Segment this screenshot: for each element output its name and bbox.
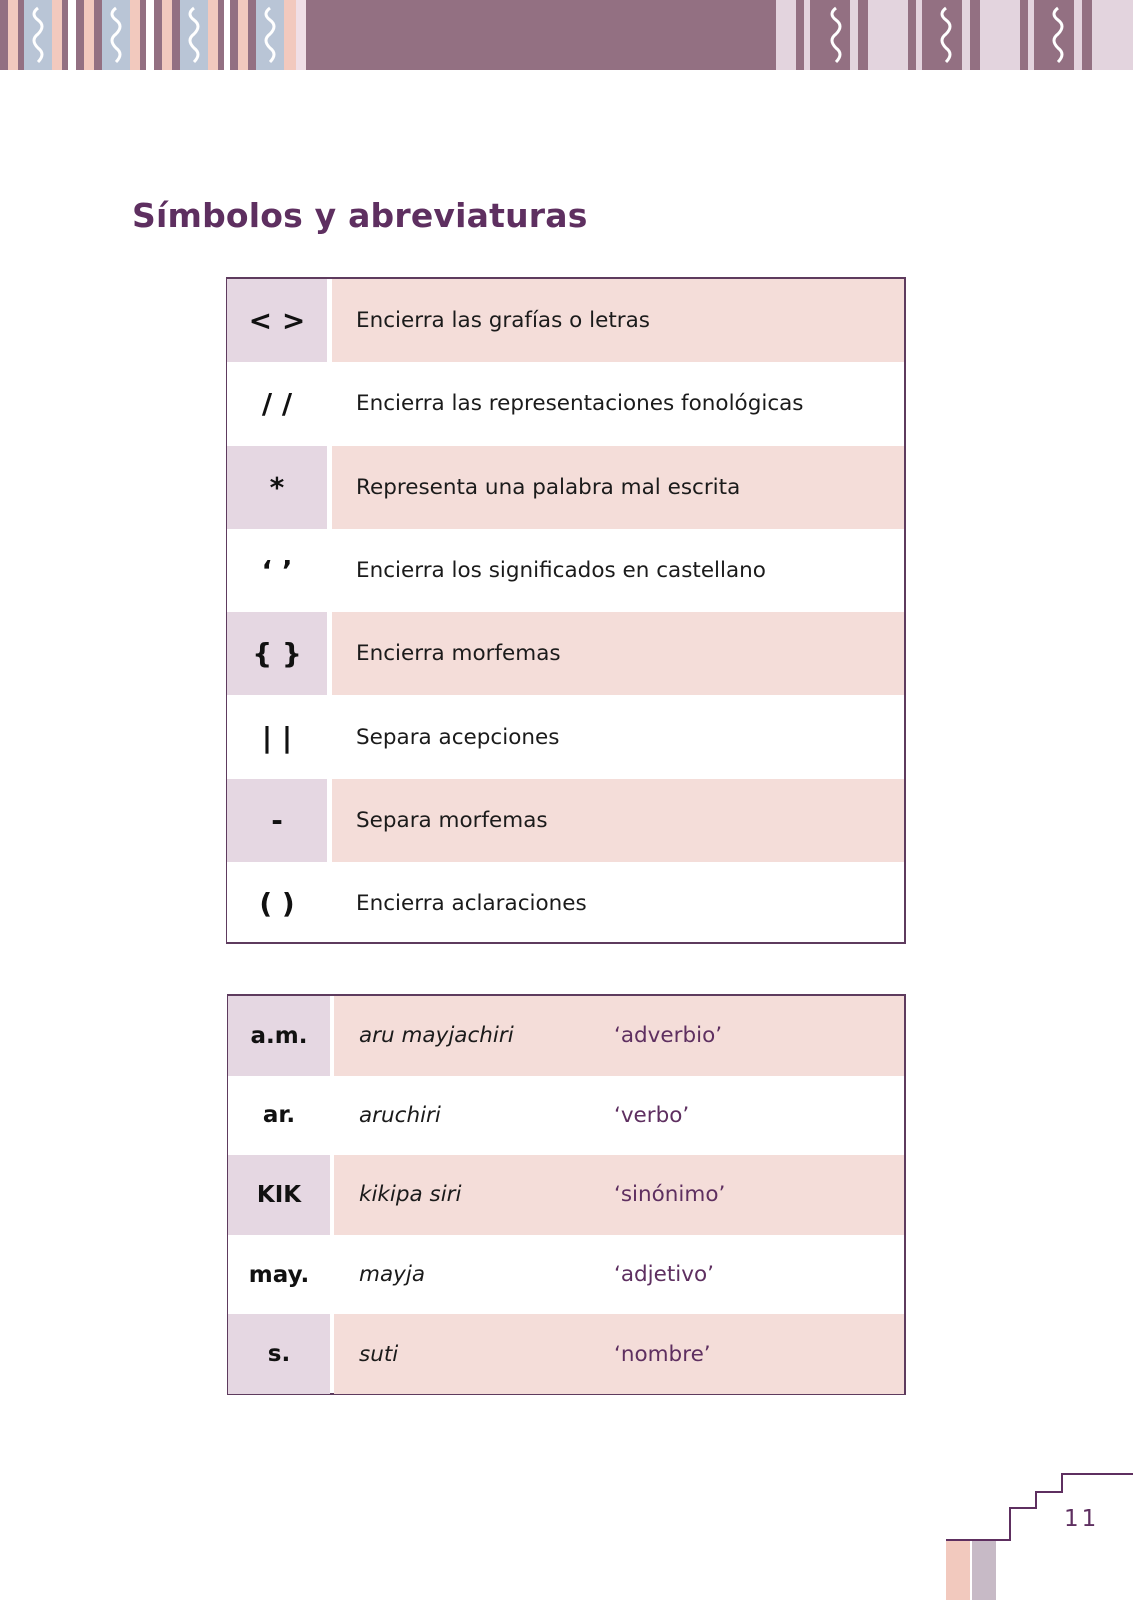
symbol-row — [227, 862, 904, 945]
header-solid-band — [306, 0, 776, 70]
footer-stair-decoration — [940, 1468, 1133, 1600]
page-title: Símbolos y abreviaturas — [132, 196, 588, 235]
symbol-description: Encierra las representaciones fonológicas — [356, 391, 804, 417]
symbol-cell: * — [227, 446, 327, 529]
decorative-header-band — [0, 0, 1133, 70]
abbreviation-row — [228, 1155, 904, 1235]
symbol-description: Encierra morfemas — [332, 612, 904, 695]
abbreviation-row — [228, 1314, 904, 1394]
abbreviation-detail — [334, 1235, 904, 1315]
symbol-description: Separa acepciones — [356, 724, 560, 750]
spanish-meaning: ‘nombre’ — [614, 1341, 711, 1367]
symbol-cell: ‘ ’ — [261, 554, 293, 588]
abbreviation-cell: s. — [228, 1314, 330, 1394]
abbreviation-cell: KIK — [228, 1155, 330, 1235]
symbol-row — [227, 362, 904, 445]
aymara-term: kikipa siri — [359, 1182, 462, 1208]
abbreviation-row — [228, 1076, 904, 1156]
abbreviation-row — [228, 996, 904, 1076]
spanish-meaning: ‘adverbio’ — [614, 1023, 723, 1049]
abbreviation-row — [228, 1235, 904, 1315]
symbol-row — [227, 529, 904, 612]
symbol-row — [227, 446, 904, 529]
symbol-description: Encierra los significados en castellano — [356, 558, 766, 584]
symbol-row — [227, 779, 904, 862]
spanish-meaning: ‘sinónimo’ — [614, 1182, 726, 1208]
aymara-term: mayja — [359, 1262, 425, 1288]
symbol-cell: / / — [261, 387, 293, 421]
abbreviations-table — [227, 994, 906, 1395]
abbreviation-detail — [334, 1155, 904, 1235]
symbol-cell: | | — [261, 720, 293, 754]
aymara-term: aru mayjachiri — [359, 1023, 514, 1049]
spanish-meaning: ‘adjetivo’ — [614, 1262, 714, 1288]
symbol-row — [227, 696, 904, 779]
abbreviation-cell: a.m. — [228, 996, 330, 1076]
symbol-cell: { } — [227, 612, 327, 695]
symbol-cell: < > — [227, 279, 327, 362]
symbol-description: Separa morfemas — [332, 779, 904, 862]
symbol-description: Representa una palabra mal escrita — [332, 446, 904, 529]
abbreviation-detail — [334, 996, 904, 1076]
symbol-cell: ( ) — [259, 887, 295, 921]
symbol-description: Encierra aclaraciones — [356, 891, 587, 917]
spanish-meaning: ‘verbo’ — [614, 1102, 690, 1128]
symbol-description: Encierra las grafías o letras — [332, 279, 904, 362]
abbreviation-detail — [334, 1076, 904, 1156]
symbol-cell: - — [227, 779, 327, 862]
aymara-term: suti — [359, 1341, 399, 1367]
abbreviation-cell: ar. — [262, 1102, 296, 1129]
symbol-row — [227, 279, 904, 362]
abbreviation-detail — [334, 1314, 904, 1394]
aymara-term: aruchiri — [359, 1102, 441, 1128]
right-stripe-pattern — [776, 0, 1133, 70]
symbol-row — [227, 612, 904, 695]
abbreviation-cell: may. — [248, 1261, 310, 1288]
symbols-table — [226, 277, 906, 944]
page-number: 11 — [1064, 1506, 1100, 1532]
